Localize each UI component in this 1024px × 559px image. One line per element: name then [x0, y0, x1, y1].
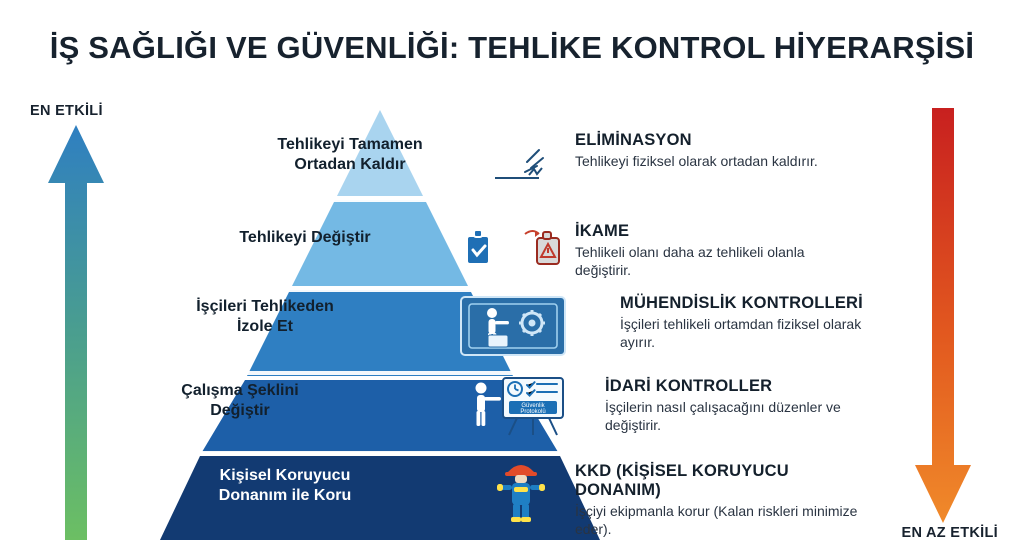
- tier-3-heading: MÜHENDİSLİK KONTROLLERİ: [620, 294, 863, 312]
- tier-4-heading: İDARİ KONTROLLER: [605, 377, 773, 395]
- tier-1-description-block: [575, 131, 995, 170]
- tier-2-left-label: [195, 228, 415, 248]
- most-effective-label: EN ETKİLİ: [30, 103, 103, 119]
- tier-1-left-label: [240, 135, 460, 174]
- least-effective-arrow: [914, 108, 972, 523]
- safety-training-board-icon: [465, 373, 571, 441]
- worker-removing-hazard-icon: [487, 128, 549, 190]
- tier-4-left-label: [130, 381, 350, 420]
- chemical-substitution-icon: [463, 216, 563, 278]
- tier-5-left-line2: Donanım ile Koru: [218, 486, 352, 504]
- tier-2-left-line1: Tehlikeyi Değiştir: [239, 229, 371, 246]
- tier-5-left-line1: Kişisel Koruyucu: [219, 467, 351, 484]
- tier-3-description-block: [620, 294, 870, 351]
- least-effective-label: EN AZ ETKİLİ: [901, 525, 998, 541]
- tier-1-heading: ELİMİNASYON: [575, 131, 692, 149]
- admin-board-label-line1: Güvenlik: [521, 403, 545, 409]
- tier-5-left-label: [170, 466, 400, 505]
- tier-4-description-block: [605, 377, 865, 434]
- tier-1-left-line1: Tehlikeyi Tamamen: [277, 136, 423, 153]
- tier-3-left-line2: İzole Et: [236, 317, 293, 335]
- machine-guarding-icon: [458, 293, 568, 359]
- most-effective-arrow: [47, 125, 105, 540]
- tier-2-heading: İKAME: [575, 222, 630, 240]
- ppe-worker-icon: [490, 456, 552, 524]
- tier-separator: [168, 451, 868, 455]
- tier-4-description: İşçilerin nasıl çalışacağını düzenler ve değiştirir.: [605, 399, 841, 434]
- tier-5-heading: KKD (KİŞİSEL KORUYUCU DONANIM): [575, 462, 789, 499]
- tier-2-description-block: [575, 222, 805, 279]
- page-title: İŞ SAĞLIĞI VE GÜVENLİĞİ: TEHLİKE KONTROL HİYERARŞİSİ: [49, 30, 975, 65]
- tier-separator: [168, 198, 868, 202]
- admin-board-label-line2: Protokolü: [520, 409, 546, 415]
- tier-5-description-block: [575, 462, 865, 538]
- tier-4-left-line1: Çalışma Şeklini: [181, 382, 299, 399]
- tier-3-left-line1: İşçileri Tehlikeden: [196, 298, 334, 315]
- tier-1-description: Tehlikeyi fiziksel olarak ortadan kaldırır.: [575, 153, 818, 169]
- tier-separator: [168, 288, 868, 292]
- tier-2-description: Tehlikeli olanı daha az tehlikeli olanla değiştirir.: [575, 244, 805, 279]
- tier-3-description: İşçileri tehlikeli ortamdan fiziksel olarak ayırır.: [620, 316, 862, 351]
- tier-1-left-line2: Ortadan Kaldır: [294, 155, 406, 173]
- tier-4-left-line2: Değiştir: [210, 401, 270, 419]
- tier-5-description: İşçiyi ekipmanla korur (Kalan riskleri minimize eder).: [575, 503, 858, 538]
- tier-3-left-label: [155, 297, 375, 336]
